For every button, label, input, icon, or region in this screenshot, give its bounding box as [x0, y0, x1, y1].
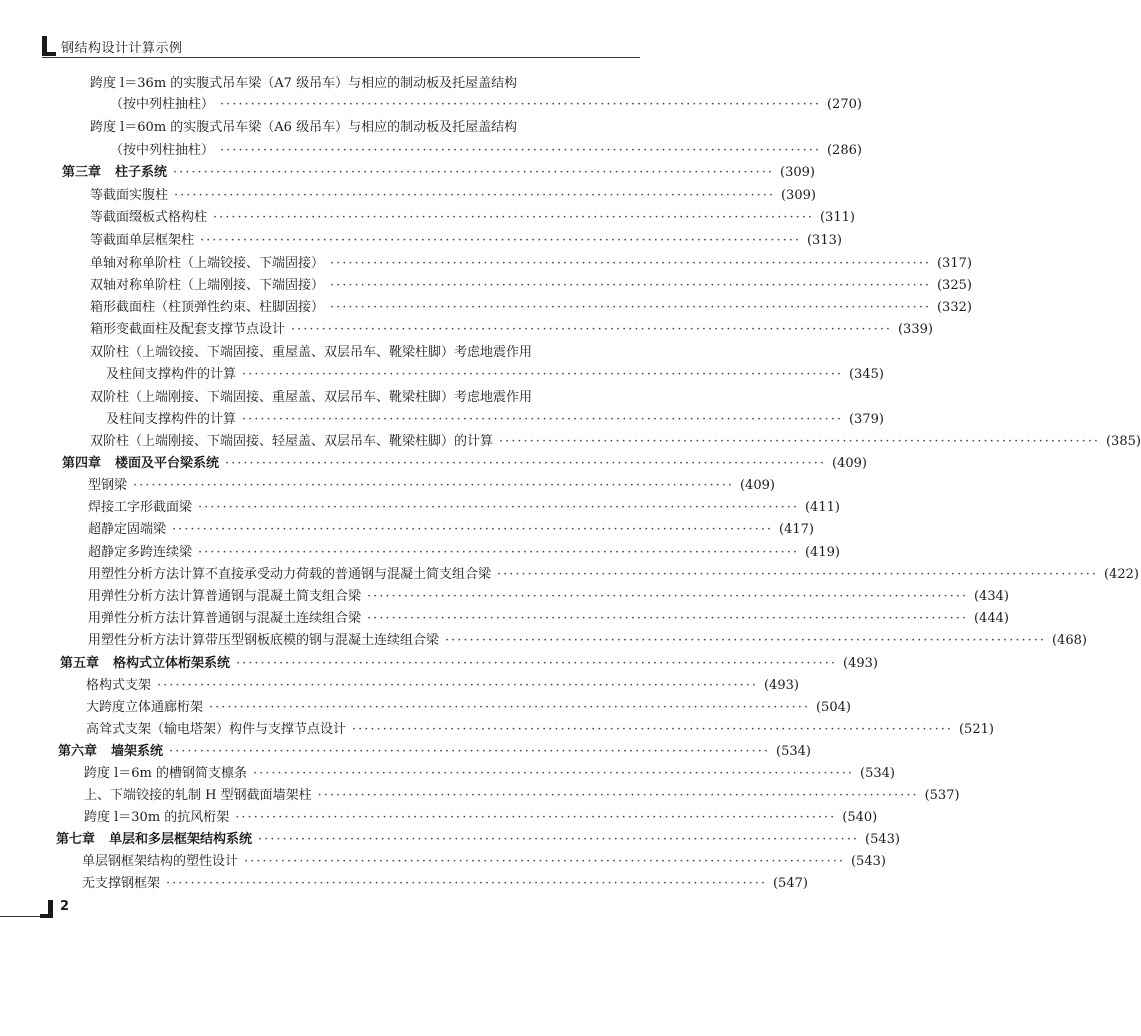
toc-entry-title: 单层钢框架结构的塑性设计: [82, 854, 239, 869]
chapter-number: 第三章: [62, 165, 102, 180]
toc-page-number: (379): [848, 412, 884, 427]
leader-dots: ··································································································: [198, 545, 799, 560]
toc-entry[interactable]: [88, 567, 1139, 583]
toc-entry-title: 箱形变截面柱及配套支撑节点设计: [90, 322, 286, 337]
leader-dots: ··································································································: [258, 832, 859, 847]
toc-chapter[interactable]: [56, 832, 900, 848]
toc-entry-title: 无支撑钢框架: [82, 876, 161, 891]
leader-dots: ··································································································: [497, 567, 1098, 582]
leader-dots: ··································································································: [213, 210, 814, 225]
leader-dots: ··································································································: [499, 434, 1100, 449]
leader-dots: ··································································································: [157, 678, 758, 693]
toc-entry[interactable]: [106, 412, 884, 428]
toc-page-number: (493): [843, 656, 878, 671]
toc-entry-title: 用弹性分析方法计算普通钢与混凝土连续组合梁: [88, 611, 362, 626]
leader-dots: ··································································································: [173, 165, 774, 180]
toc-entry[interactable]: [88, 500, 840, 516]
toc-page-number: (339): [897, 322, 933, 337]
page-footer: [0, 896, 120, 920]
chapter-number: 第六章: [58, 744, 98, 759]
toc-page-number: (543): [865, 832, 900, 847]
toc-entry[interactable]: [90, 278, 972, 294]
toc-entry-title: 等截面缀板式格构柱: [90, 210, 208, 225]
toc-entry-title-line1: 跨度 l＝60m 的实腹式吊车梁（A6 级吊车）与相应的制动板及托屋盖结构: [90, 120, 518, 135]
toc-entry-title: 超静定固端梁: [88, 522, 167, 537]
toc-page-number: (537): [924, 788, 960, 803]
page-number: 2: [60, 899, 70, 914]
toc-page-number: (493): [763, 678, 799, 693]
toc-entry[interactable]: [86, 722, 994, 738]
toc-entry-title-line2: 及柱间支撑构件的计算: [106, 367, 237, 382]
chapter-title: 单层和多层框架结构系统: [109, 832, 253, 847]
toc-entry[interactable]: [88, 611, 1009, 627]
toc-entry-title: 等截面单层框架柱: [90, 233, 195, 248]
toc-page-number: (409): [832, 456, 867, 471]
leader-dots: ··································································································: [174, 188, 775, 203]
leader-dots: ··································································································: [242, 367, 843, 382]
toc-entry[interactable]: [110, 97, 862, 113]
toc-page-number: (345): [848, 367, 884, 382]
toc-entry[interactable]: [86, 678, 799, 694]
toc-entry[interactable]: [90, 188, 816, 204]
leader-dots: ··································································································: [445, 633, 1046, 648]
leader-dots: ··································································································: [330, 278, 931, 293]
toc-entry[interactable]: [84, 810, 878, 826]
toc-entry[interactable]: [90, 322, 933, 338]
toc-entry-title: 上、下端铰接的轧制 H 型钢截面墙架柱: [84, 788, 312, 803]
toc-entry[interactable]: [88, 478, 775, 494]
toc-entry-title: 焊接工字形截面梁: [88, 500, 193, 515]
toc-page-number: (422): [1103, 567, 1139, 582]
toc-page-number: (417): [778, 522, 814, 537]
toc-page-number: (309): [780, 165, 815, 180]
leader-dots: ··································································································: [166, 876, 767, 891]
toc-entry-title: 跨度 l＝6m 的槽钢简支檩条: [84, 766, 248, 781]
leader-dots: ··································································································: [220, 143, 821, 158]
toc-page-number: (313): [806, 233, 842, 248]
toc-entry[interactable]: [82, 876, 808, 892]
leader-dots: ··································································································: [235, 810, 837, 825]
leader-dots: ··································································································: [200, 233, 801, 248]
toc-entry[interactable]: [90, 256, 972, 272]
toc-entry[interactable]: [88, 633, 1087, 649]
toc-page-number: (270): [826, 97, 862, 112]
toc-page-number: (325): [936, 278, 972, 293]
chapter-title: 柱子系统: [115, 165, 168, 180]
toc-page-number: (543): [850, 854, 886, 869]
toc-page-number: (409): [739, 478, 775, 493]
toc-entry[interactable]: [84, 766, 895, 782]
toc-page-number: (332): [936, 300, 972, 315]
toc-entry[interactable]: [88, 545, 840, 561]
leader-dots: ··································································································: [209, 700, 810, 715]
toc-entry-title-line1: 双阶柱（上端刚接、下端固接、重屋盖、双层吊车、靴梁柱脚）考虑地震作用: [90, 390, 533, 405]
toc-entry-title: 超静定多跨连续梁: [88, 545, 193, 560]
toc-entry-title: 用塑性分析方法计算不直接承受动力荷载的普通钢与混凝土简支组合梁: [88, 567, 492, 582]
toc-chapter[interactable]: [60, 656, 878, 672]
toc-page-number: (434): [973, 589, 1009, 604]
toc-entry[interactable]: [90, 300, 972, 316]
toc-entry-title: 跨度 l＝30m 的抗风桁架: [84, 810, 230, 825]
leader-dots: ··································································································: [367, 589, 968, 604]
toc-entry[interactable]: [88, 589, 1009, 605]
toc-page-number: (309): [780, 188, 816, 203]
toc-page-number: (521): [958, 722, 994, 737]
toc-entry[interactable]: [110, 143, 862, 159]
toc-entry[interactable]: [90, 434, 1141, 450]
toc-page-number: (311): [819, 210, 855, 225]
toc-entry-title-line2: （按中列柱抽柱）: [110, 97, 215, 112]
toc-entry-title: 格构式支架: [86, 678, 152, 693]
toc-page-number: (385): [1105, 434, 1141, 449]
toc-entry-title-line1: 跨度 l＝36m 的实腹式吊车梁（A7 级吊车）与相应的制动板及托屋盖结构: [90, 76, 518, 91]
toc-chapter[interactable]: [62, 165, 815, 181]
leader-dots: ··································································································: [367, 611, 968, 626]
toc-entry-title: 用塑性分析方法计算带压型钢板底模的钢与混凝土连续组合梁: [88, 633, 440, 648]
toc-entry[interactable]: [82, 854, 886, 870]
toc-entry-title: 高耸式支架（输电塔架）构件与支撑节点设计: [86, 722, 347, 737]
leader-dots: ··································································································: [244, 854, 845, 869]
leader-dots: ··································································································: [172, 522, 773, 537]
toc-entry-title: 等截面实腹柱: [90, 188, 169, 203]
leader-dots: ··································································································: [220, 97, 821, 112]
toc-page-number: (411): [804, 500, 840, 515]
toc-entry[interactable]: [106, 367, 884, 383]
toc-entry-title: 单轴对称单阶柱（上端铰接、下端固接）: [90, 256, 325, 271]
toc-page-number: (534): [776, 744, 811, 759]
toc-page-number: (468): [1051, 633, 1087, 648]
toc-entry-title: 双轴对称单阶柱（上端刚接、下端固接）: [90, 278, 325, 293]
toc-page-number: (547): [772, 876, 808, 891]
toc-page-number: (286): [826, 143, 862, 158]
leader-dots: ··································································································: [330, 256, 931, 271]
toc-entry-title-line2: （按中列柱抽柱）: [110, 143, 215, 158]
toc-entry-title-line1: 双阶柱（上端铰接、下端固接、重屋盖、双层吊车、靴梁柱脚）考虑地震作用: [90, 345, 533, 360]
toc-page-number: (534): [860, 766, 895, 781]
leader-dots: ··································································································: [352, 722, 953, 737]
chapter-title: 格构式立体桁架系统: [113, 656, 231, 671]
chapter-title: 楼面及平台梁系统: [115, 456, 220, 471]
leader-dots: ··································································································: [253, 766, 854, 781]
toc-entry-title-line2: 及柱间支撑构件的计算: [106, 412, 237, 427]
leader-dots: ··································································································: [225, 456, 826, 471]
chapter-number: 第四章: [62, 456, 102, 471]
toc-page-number: (504): [815, 700, 851, 715]
toc-chapter[interactable]: [62, 456, 867, 472]
toc-entry[interactable]: [84, 788, 960, 804]
leader-dots: ··································································································: [236, 656, 837, 671]
chapter-number: 第七章: [56, 832, 96, 847]
leader-dots: ··································································································: [198, 500, 799, 515]
toc-entry[interactable]: [86, 700, 851, 716]
toc-entry-title: 双阶柱（上端刚接、下端固接、轻屋盖、双层吊车、靴梁柱脚）的计算: [90, 434, 494, 449]
toc-entry-title: 用弹性分析方法计算普通钢与混凝土简支组合梁: [88, 589, 362, 604]
toc-entry-title: 型钢梁: [88, 478, 128, 493]
leader-dots: ··································································································: [169, 744, 770, 759]
book-title: 钢结构设计计算示例: [61, 41, 183, 56]
chapter-number: 第五章: [60, 656, 100, 671]
toc-page-number: (444): [973, 611, 1009, 626]
toc-page-number: (317): [936, 256, 972, 271]
leader-dots: ··································································································: [242, 412, 843, 427]
leader-dots: ··································································································: [133, 478, 734, 493]
leader-dots: ··································································································: [330, 300, 931, 315]
toc-entry-title: 大跨度立体通廊桁架: [86, 700, 204, 715]
leader-dots: ··································································································: [317, 788, 919, 803]
toc-entry-title: 箱形截面柱（柱顶弹性约束、柱脚固接）: [90, 300, 325, 315]
toc-page-number: (540): [842, 810, 878, 825]
toc-entry[interactable]: [90, 210, 855, 226]
toc-page-number: (419): [804, 545, 840, 560]
toc-chapter[interactable]: [58, 744, 811, 760]
toc-entry[interactable]: [90, 233, 842, 249]
toc-entry[interactable]: [88, 522, 814, 538]
leader-dots: ··································································································: [291, 322, 892, 337]
chapter-title: 墙架系统: [111, 744, 164, 759]
